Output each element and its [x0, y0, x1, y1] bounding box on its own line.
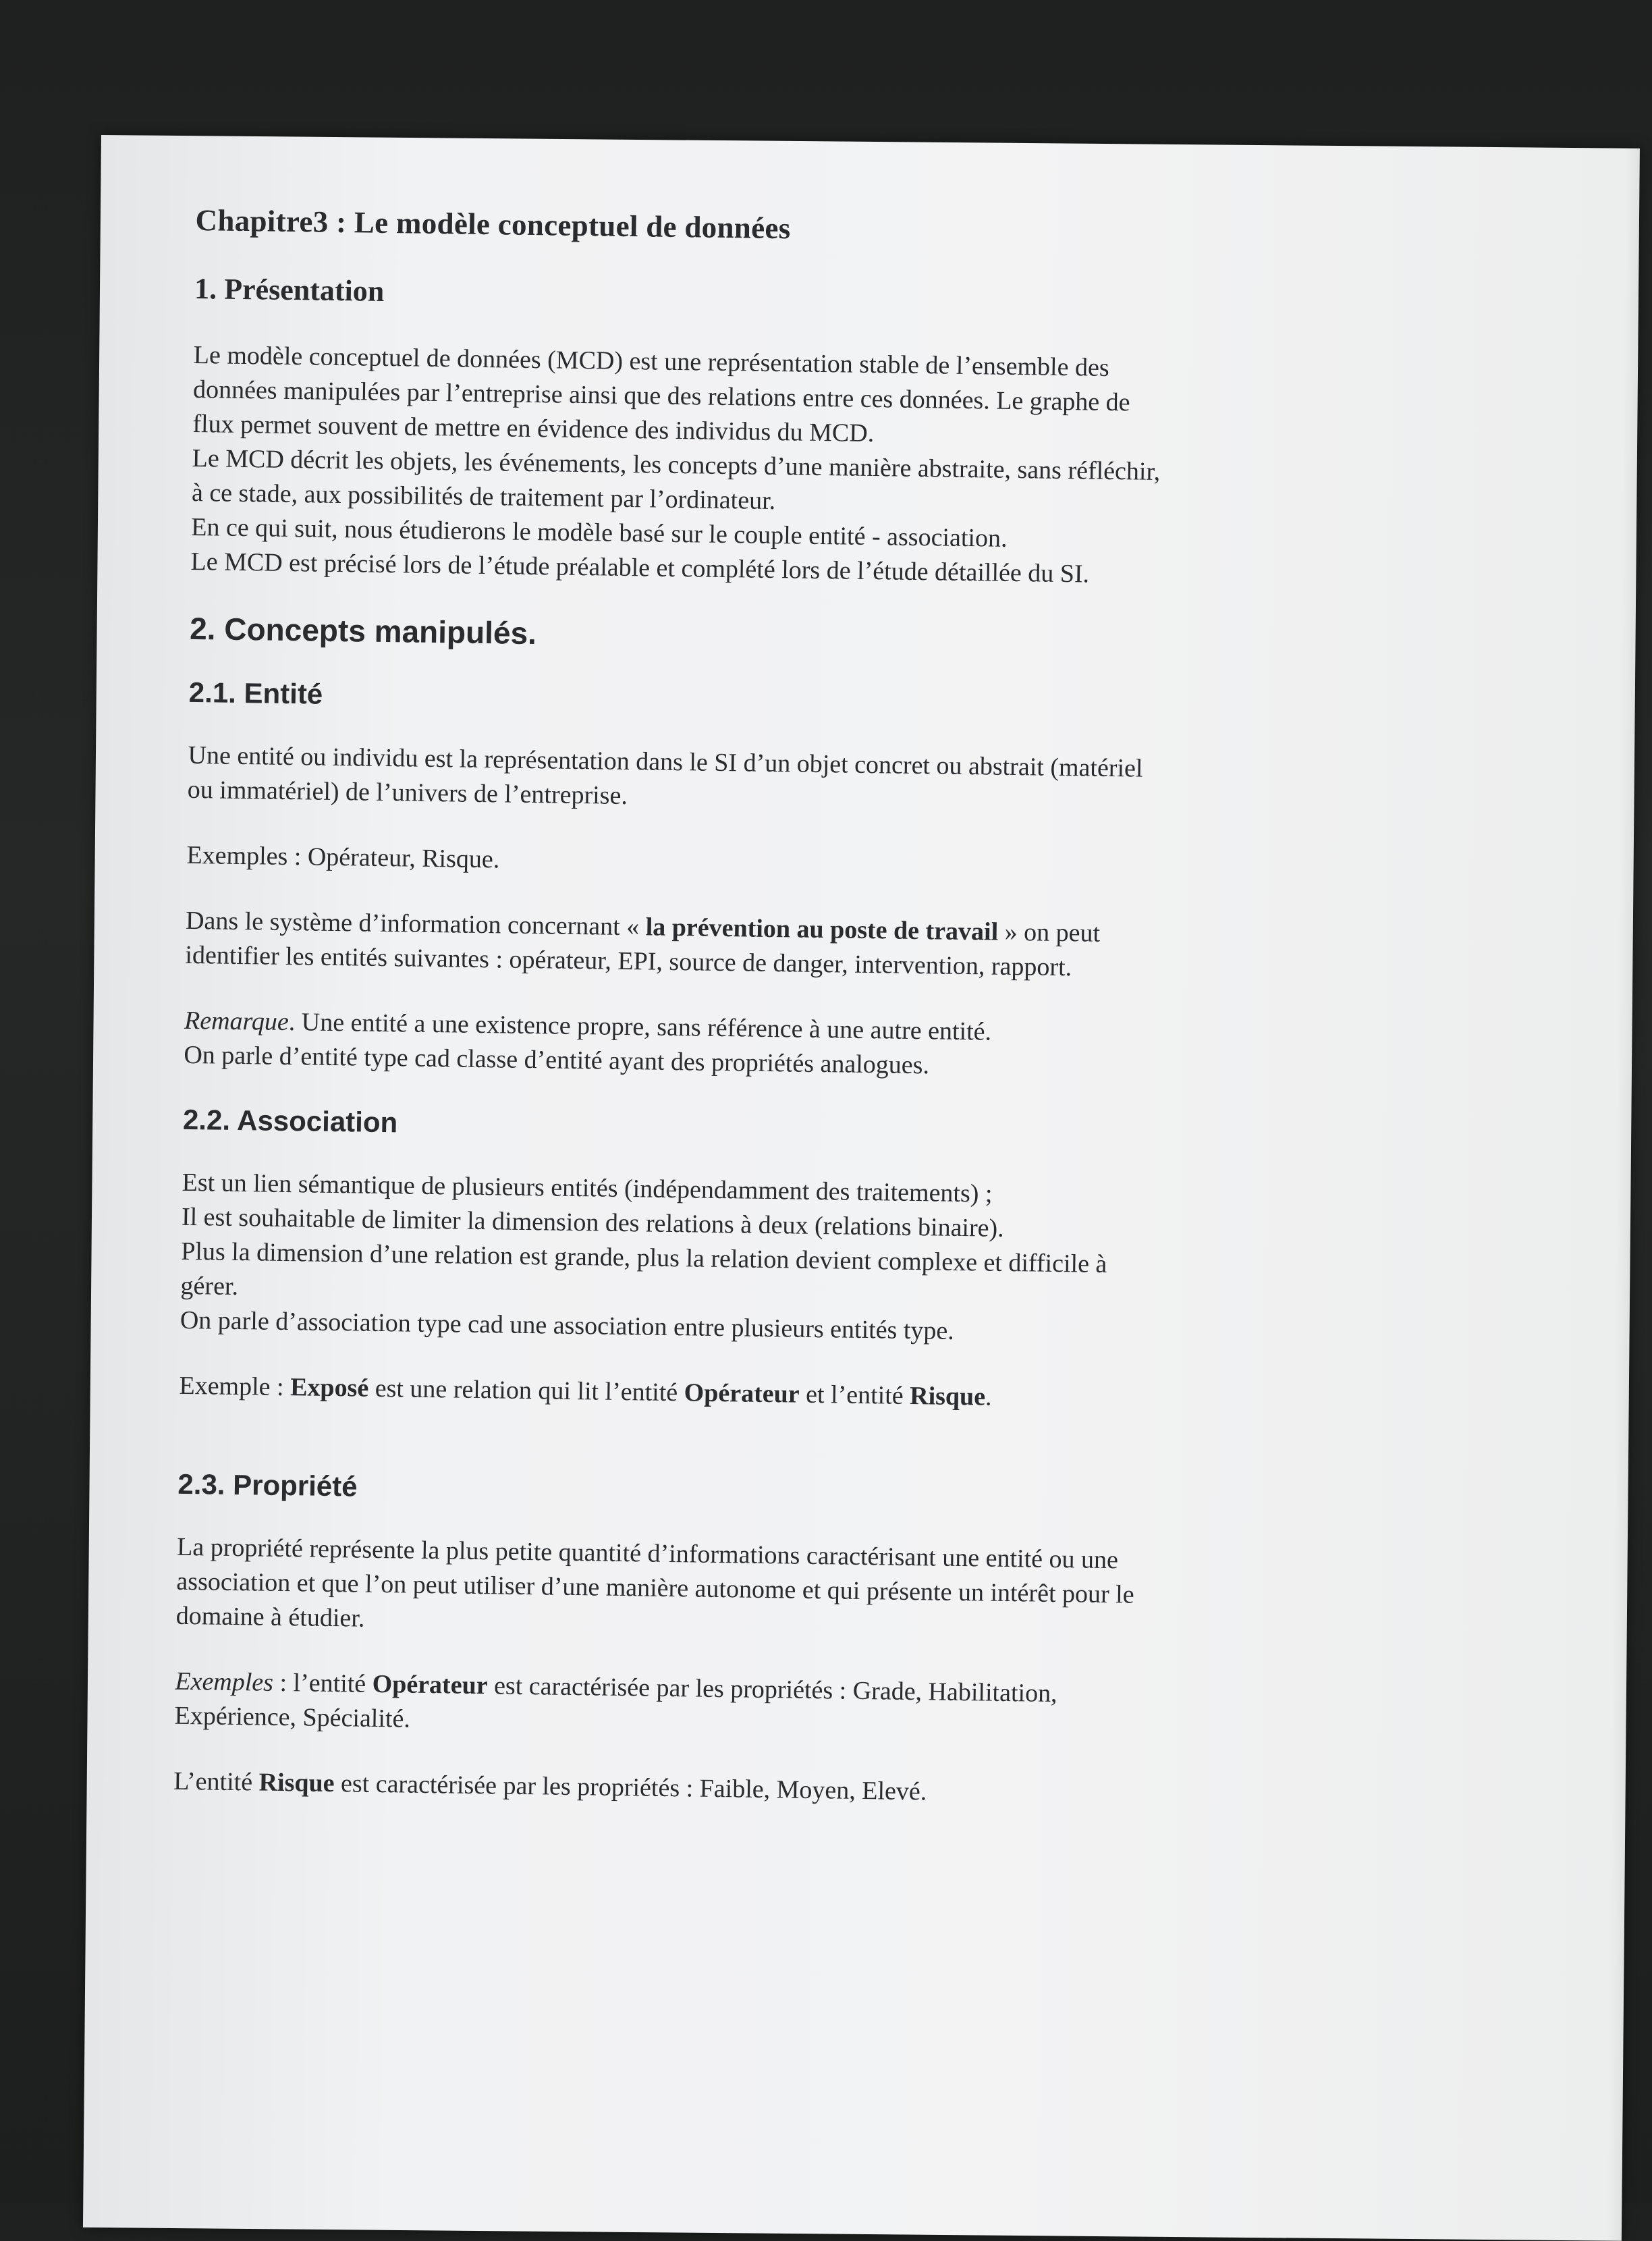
propriete-examples — [174, 1665, 1336, 1750]
presentation-line: Le modèle conceptuel de données (MCD) est une représentation stable de l’ensemble des — [193, 340, 1109, 382]
section-concepts-heading: 2. Concepts manipulés. — [189, 610, 537, 651]
example-prefix: Exemple : — [179, 1371, 291, 1402]
remarque-label: Remarque — [184, 1006, 290, 1037]
propriete-definition — [175, 1530, 1338, 1650]
presentation-paragraph — [190, 338, 1354, 595]
example-bold-operateur: Opérateur — [684, 1378, 800, 1409]
presentation-line: flux permet souvent de mettre en évidence des individus du MCD. — [192, 409, 875, 448]
section-propriete-heading: 2.3. Propriété — [177, 1467, 358, 1503]
entite-examples: Exemples : Opérateur, Risque. — [186, 840, 500, 874]
examples-bold-operateur: Opérateur — [372, 1669, 488, 1700]
examples-mid: : l’entité — [273, 1668, 373, 1698]
propriete-risque — [173, 1764, 1335, 1815]
document-content — [173, 202, 1356, 1846]
context-bold-topic: la prévention au poste de travail — [645, 913, 999, 946]
propriete-def-line: domaine à étudier. — [175, 1601, 365, 1633]
chapter-title: Chapitre3 : Le modèle conceptuel de données — [195, 202, 791, 246]
examples-line-2: Expérience, Spécialité. — [174, 1701, 411, 1733]
examples-label: Exemples — [175, 1667, 274, 1697]
remarque-line-2: On parle d’entité type cad classe d’entité ayant des propriétés analogues. — [184, 1040, 930, 1080]
presentation-line: Le MCD décrit les objets, les événements, les concepts d’une manière abstraite, sans réfléchir, — [192, 443, 1161, 486]
presentation-line: En ce qui suit, nous étudierons le modèle basé sur le couple entité - association. — [190, 512, 1008, 553]
association-line: gérer. — [180, 1271, 239, 1301]
section-presentation-heading: 1. Présentation — [194, 271, 385, 308]
entite-definition — [187, 738, 1348, 824]
entite-context-paragraph — [185, 904, 1346, 989]
risque-rest: est caractérisée par les propriétés : Faible, Moyen, Elevé. — [334, 1769, 927, 1806]
association-line: Il est souhaitable de limiter la dimension des relations à deux (relations binaire). — [181, 1202, 1005, 1243]
entite-remarque — [184, 1004, 1345, 1089]
propriete-def-line: association et que l’on peut utiliser d’une manière autonome et qui présente un intérêt pour le — [176, 1567, 1134, 1609]
association-line: Est un lien sémantique de plusieurs entités (indépendamment des traitements) ; — [182, 1168, 993, 1208]
example-bold-risque: Risque — [909, 1381, 986, 1411]
presentation-line: données manipulées par l’entreprise ainsi que des relations entre ces données. Le graphe de — [192, 375, 1130, 417]
example-end: . — [985, 1382, 992, 1411]
example-mid: est une relation qui lit l’entité — [368, 1374, 685, 1407]
example-bold-expose: Exposé — [290, 1373, 369, 1403]
presentation-line: à ce stade, aux possibilités de traitement par l’ordinateur. — [191, 478, 776, 516]
risque-bold: Risque — [258, 1768, 335, 1798]
association-line: On parle d’association type cad une association entre plusieurs entités type. — [180, 1305, 955, 1345]
section-entite-heading: 2.1. Entité — [188, 676, 323, 710]
presentation-line: Le MCD est précisé lors de l’étude préalable et complété lors de l’étude détaillée du SI. — [190, 547, 1090, 589]
context-prefix: Dans le système d’information concernant « — [185, 906, 646, 942]
examples-rest: est caractérisée par les propriétés : Grade, Habilitation, — [487, 1671, 1057, 1708]
entite-def-line: Une entité ou individu est la représentation dans le SI d’un objet concret ou abstrait (matériel — [188, 740, 1143, 783]
risque-prefix: L’entité — [173, 1766, 259, 1797]
propriete-def-line: La propriété représente la plus petite quantité d’informations caractérisant une entité ou une — [176, 1532, 1119, 1575]
example-mid: et l’entité — [799, 1380, 910, 1410]
paper-edge — [1607, 148, 1640, 2241]
section-association-heading: 2.2. Association — [182, 1103, 398, 1139]
association-example — [179, 1369, 1340, 1420]
entite-def-line: ou immatériel) de l’univers de l’entreprise. — [187, 775, 628, 811]
association-line: Plus la dimension d’une relation est grande, plus la relation devient complexe et difficile à — [181, 1237, 1107, 1279]
context-suffix: » on peut — [997, 917, 1101, 948]
context-line-2: identifier les entités suivantes : opérateur, EPI, source de danger, intervention, rapport. — [185, 940, 1072, 982]
remarque-text: . Une entité a une existence propre, sans référence à une autre entité. — [288, 1008, 992, 1046]
association-paragraph — [180, 1166, 1343, 1354]
